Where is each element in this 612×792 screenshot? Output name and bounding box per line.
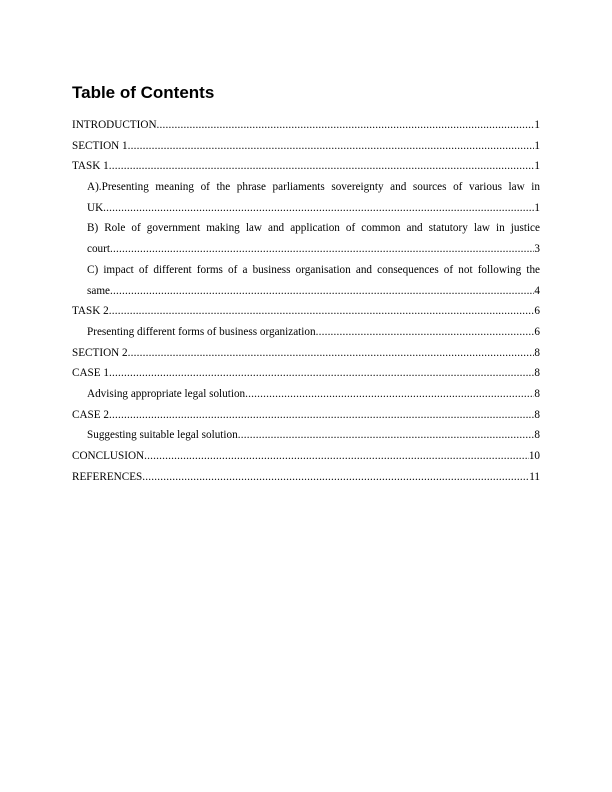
toc-entry-text-line1: A).Presenting meaning of the phrase parliaments sovereignty and sources of various law in: [87, 181, 540, 194]
toc-page-number: 8: [534, 346, 540, 359]
toc-entry-text: Presenting different forms of business organization: [87, 325, 316, 338]
toc-entry-text: REFERENCES: [72, 470, 143, 483]
dot-leader: [110, 239, 534, 260]
toc-entry-text: SECTION 1: [72, 139, 128, 152]
toc-entry-task-1a[interactable]: [72, 177, 540, 218]
toc-entry-task-2a[interactable]: [72, 322, 540, 343]
toc-entry-text: CASE 2: [72, 408, 109, 421]
toc-entry-case-1[interactable]: [72, 363, 540, 384]
dot-leader: [142, 467, 529, 488]
toc-entry-case-1a[interactable]: [72, 384, 540, 405]
toc-entry-text: court: [87, 243, 110, 256]
toc-entry-conclusion[interactable]: [72, 446, 540, 467]
toc-page-number: 10: [528, 450, 540, 462]
toc-entry-text-line1: B) Role of government making law and application of common and statutory law in justice: [87, 222, 540, 235]
toc-page-number: 1: [534, 119, 540, 131]
toc-entry-text: SECTION 2: [72, 346, 128, 359]
toc-entry-task-1b[interactable]: [72, 218, 540, 259]
toc-entry-case-2[interactable]: [72, 405, 540, 426]
toc-page-number: 8: [534, 387, 540, 400]
toc-page-number: 8: [534, 429, 540, 442]
toc-entry-text: CASE 1: [72, 367, 109, 380]
dot-leader: [238, 425, 535, 446]
dot-leader: [109, 156, 535, 177]
toc-page-number: 1: [534, 139, 540, 152]
toc-title: Table of Contents: [72, 83, 215, 102]
toc-entry-text: same: [87, 284, 110, 297]
toc-entry-section-1[interactable]: [72, 136, 540, 157]
toc-entry-text: TASK 2: [72, 305, 109, 318]
toc-entry-introduction[interactable]: [72, 115, 540, 136]
toc-page-number: 8: [534, 367, 540, 380]
toc-page-number: 8: [534, 408, 540, 421]
toc-page-number: 6: [534, 325, 540, 338]
dot-leader: [144, 446, 529, 467]
toc-entry-task-2[interactable]: [72, 301, 540, 322]
toc-entry-task-1[interactable]: [72, 156, 540, 177]
dot-leader: [128, 136, 535, 157]
toc-page-number: 4: [534, 284, 540, 297]
toc-entry-text-line1: C) impact of different forms of a business organisation and consequences of not following the: [87, 263, 540, 276]
toc-page-number: 1: [534, 201, 540, 214]
dot-leader: [110, 281, 534, 302]
dot-leader: [316, 322, 535, 343]
toc-list: [72, 115, 540, 487]
toc-entry-case-2a[interactable]: [72, 425, 540, 446]
toc-entry-text: Suggesting suitable legal solution: [87, 429, 238, 442]
dot-leader: [109, 363, 534, 384]
toc-entry-text: INTRODUCTION: [72, 119, 157, 131]
toc-entry-section-2[interactable]: [72, 343, 540, 364]
toc-page-number: 3: [534, 243, 540, 256]
dot-leader: [128, 343, 535, 364]
dot-leader: [245, 384, 534, 405]
toc-page-number: 6: [534, 305, 540, 318]
dot-leader: [109, 301, 535, 322]
toc-entry-text: UK: [87, 201, 104, 214]
toc-entry-text: Advising appropriate legal solution: [87, 387, 246, 400]
dot-leader: [157, 115, 535, 136]
toc-page-number: 1: [534, 160, 540, 173]
toc-page-number: 11: [529, 470, 540, 483]
toc-entry-text: TASK 1: [72, 160, 109, 173]
toc-entry-task-1c[interactable]: [72, 260, 540, 301]
dot-leader: [103, 198, 534, 219]
toc-entry-references[interactable]: [72, 467, 540, 488]
dot-leader: [109, 405, 534, 426]
toc-entry-text: CONCLUSION: [72, 450, 145, 462]
